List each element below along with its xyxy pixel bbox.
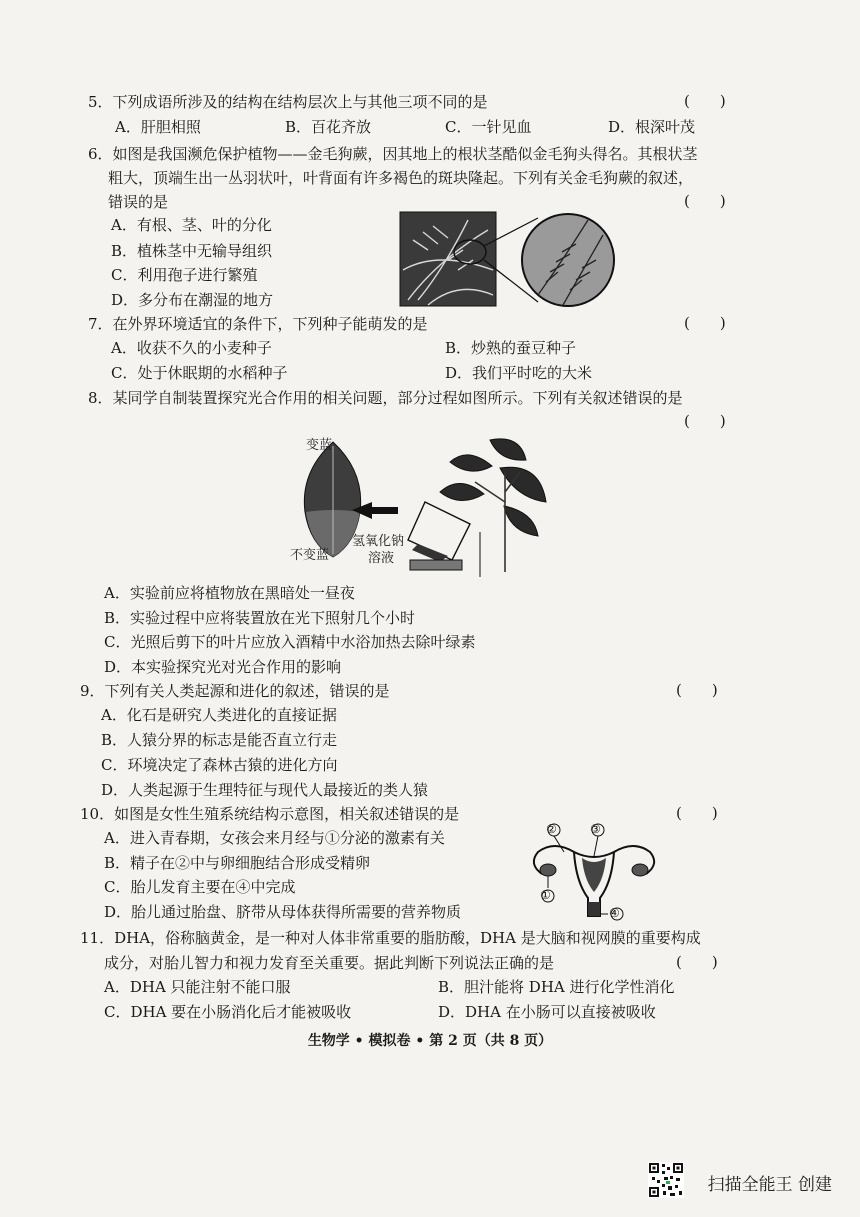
question-10-option-c: C．胎儿发育主要在④中完成 (104, 878, 296, 896)
question-11-stem-line1: 11．DHA，俗称脑黄金，是一种对人体非常重要的脂肪酸，DHA 是大脑和视网膜的重要构成 (80, 929, 701, 947)
photosynthesis-diagram (290, 432, 570, 582)
question-11-option-a: A．DHA 只能注射不能口服 (104, 978, 291, 996)
question-8-option-a: A．实验前应将植物放在黑暗处一昼夜 (104, 584, 355, 602)
question-6-option-a: A．有根、茎、叶的分化 (111, 216, 272, 234)
question-9-option-c: C．环境决定了森林古猿的进化方向 (101, 756, 338, 774)
female-reproductive-figure (524, 822, 664, 922)
label-naoh-line1: 氢氧化钠 (352, 534, 405, 549)
question-10-stem: 10．如图是女性生殖系统结构示意图，相关叙述错误的是 (80, 805, 460, 823)
question-11-stem-line2: 成分，对胎儿智力和视力发育至关重要。据此判断下列说法正确的是 (104, 954, 555, 972)
question-7-answer-paren: ( ) (684, 314, 726, 332)
question-8-option-d: D．本实验探究光对光合作用的影响 (104, 658, 342, 676)
question-5-option-a: A．肝胆相照 (115, 118, 201, 136)
question-11-answer-paren: ( ) (676, 953, 718, 971)
question-5-stem: 5．下列成语所涉及的结构在结构层次上与其他三项不同的是 (88, 93, 488, 111)
question-7-option-c: C．处于休眠期的水稻种子 (111, 364, 288, 382)
question-10-option-b: B．精子在②中与卵细胞结合形成受精卵 (104, 854, 371, 872)
question-10-answer-paren: ( ) (676, 804, 718, 822)
question-11-option-c: C．DHA 要在小肠消化后才能被吸收 (104, 1003, 352, 1021)
label-vagina: ④ (609, 906, 620, 920)
qr-code-icon (648, 1162, 684, 1198)
question-9-answer-paren: ( ) (676, 681, 718, 699)
photosynthesis-figure (290, 432, 570, 582)
question-9-option-d: D．人类起源于生理特征与现代人最接近的类人猿 (101, 781, 429, 799)
question-6-stem-line3: 错误的是 (108, 193, 169, 211)
page-footer: 生物学 • 模拟卷 • 第 2 页（共 8 页） (307, 1033, 553, 1049)
question-6-option-d: D．多分布在潮湿的地方 (111, 291, 274, 309)
question-8-option-c: C．光照后剪下的叶片应放入酒精中水浴加热去除叶绿素 (104, 633, 476, 651)
question-11-option-d: D．DHA 在小肠可以直接被吸收 (438, 1003, 656, 1021)
question-8-answer-paren: ( ) (684, 412, 726, 430)
question-5-option-b: B．百花齐放 (285, 118, 372, 136)
question-10-option-d: D．胎儿通过胎盘、脐带从母体获得所需要的营养物质 (104, 903, 462, 921)
label-turns-blue: 变蓝 (306, 438, 333, 453)
question-5-option-d: D．根深叶茂 (608, 118, 696, 136)
question-9-option-a: A．化石是研究人类进化的直接证据 (101, 706, 337, 724)
fern-figure (398, 210, 616, 310)
question-8-option-b: B．实验过程中应将装置放在光下照射几个小时 (104, 609, 416, 627)
question-6-stem-line1: 6．如图是我国濒危保护植物——金毛狗蕨，因其地上的根状茎酷似金毛狗头得名。其根状茎 (88, 145, 698, 163)
label-naoh-line2: 溶液 (368, 551, 395, 566)
question-5-answer-paren: ( ) (684, 92, 726, 110)
question-10-option-a: A．进入青春期，女孩会来月经与①分泌的激素有关 (104, 829, 445, 847)
question-6-option-b: B．植株茎中无输导组织 (111, 242, 273, 260)
question-5-option-c: C．一针见血 (445, 118, 532, 136)
question-6-option-c: C．利用孢子进行繁殖 (111, 266, 258, 284)
question-6-answer-paren: ( ) (684, 192, 726, 210)
scanner-watermark: 扫描全能王 创建 (707, 1175, 832, 1195)
question-7-option-d: D．我们平时吃的大米 (445, 364, 593, 382)
label-ovary: ① (540, 888, 551, 902)
question-8-stem: 8．某同学自制装置探究光合作用的相关问题，部分过程如图所示。下列有关叙述错误的是 (88, 389, 683, 407)
question-6-stem-line2: 粗大，顶端生出一丛羽状叶，叶背面有许多褐色的斑块隆起。下列有关金毛狗蕨的叙述， (108, 169, 694, 187)
label-uterus: ③ (590, 822, 601, 836)
label-fallopian-tube: ② (546, 822, 557, 836)
question-7-option-a: A．收获不久的小麦种子 (111, 339, 272, 357)
female-reproductive-diagram (524, 822, 664, 922)
question-7-option-b: B．炒熟的蚕豆种子 (445, 339, 577, 357)
label-not-blue: 不变蓝 (290, 548, 330, 563)
question-9-stem: 9．下列有关人类起源和进化的叙述，错误的是 (80, 682, 390, 700)
question-9-option-b: B．人猿分界的标志是能否直立行走 (101, 731, 338, 749)
question-7-stem: 7．在外界环境适宜的条件下，下列种子能萌发的是 (88, 315, 428, 333)
question-11-option-b: B．胆汁能将 DHA 进行化学性消化 (438, 978, 675, 996)
